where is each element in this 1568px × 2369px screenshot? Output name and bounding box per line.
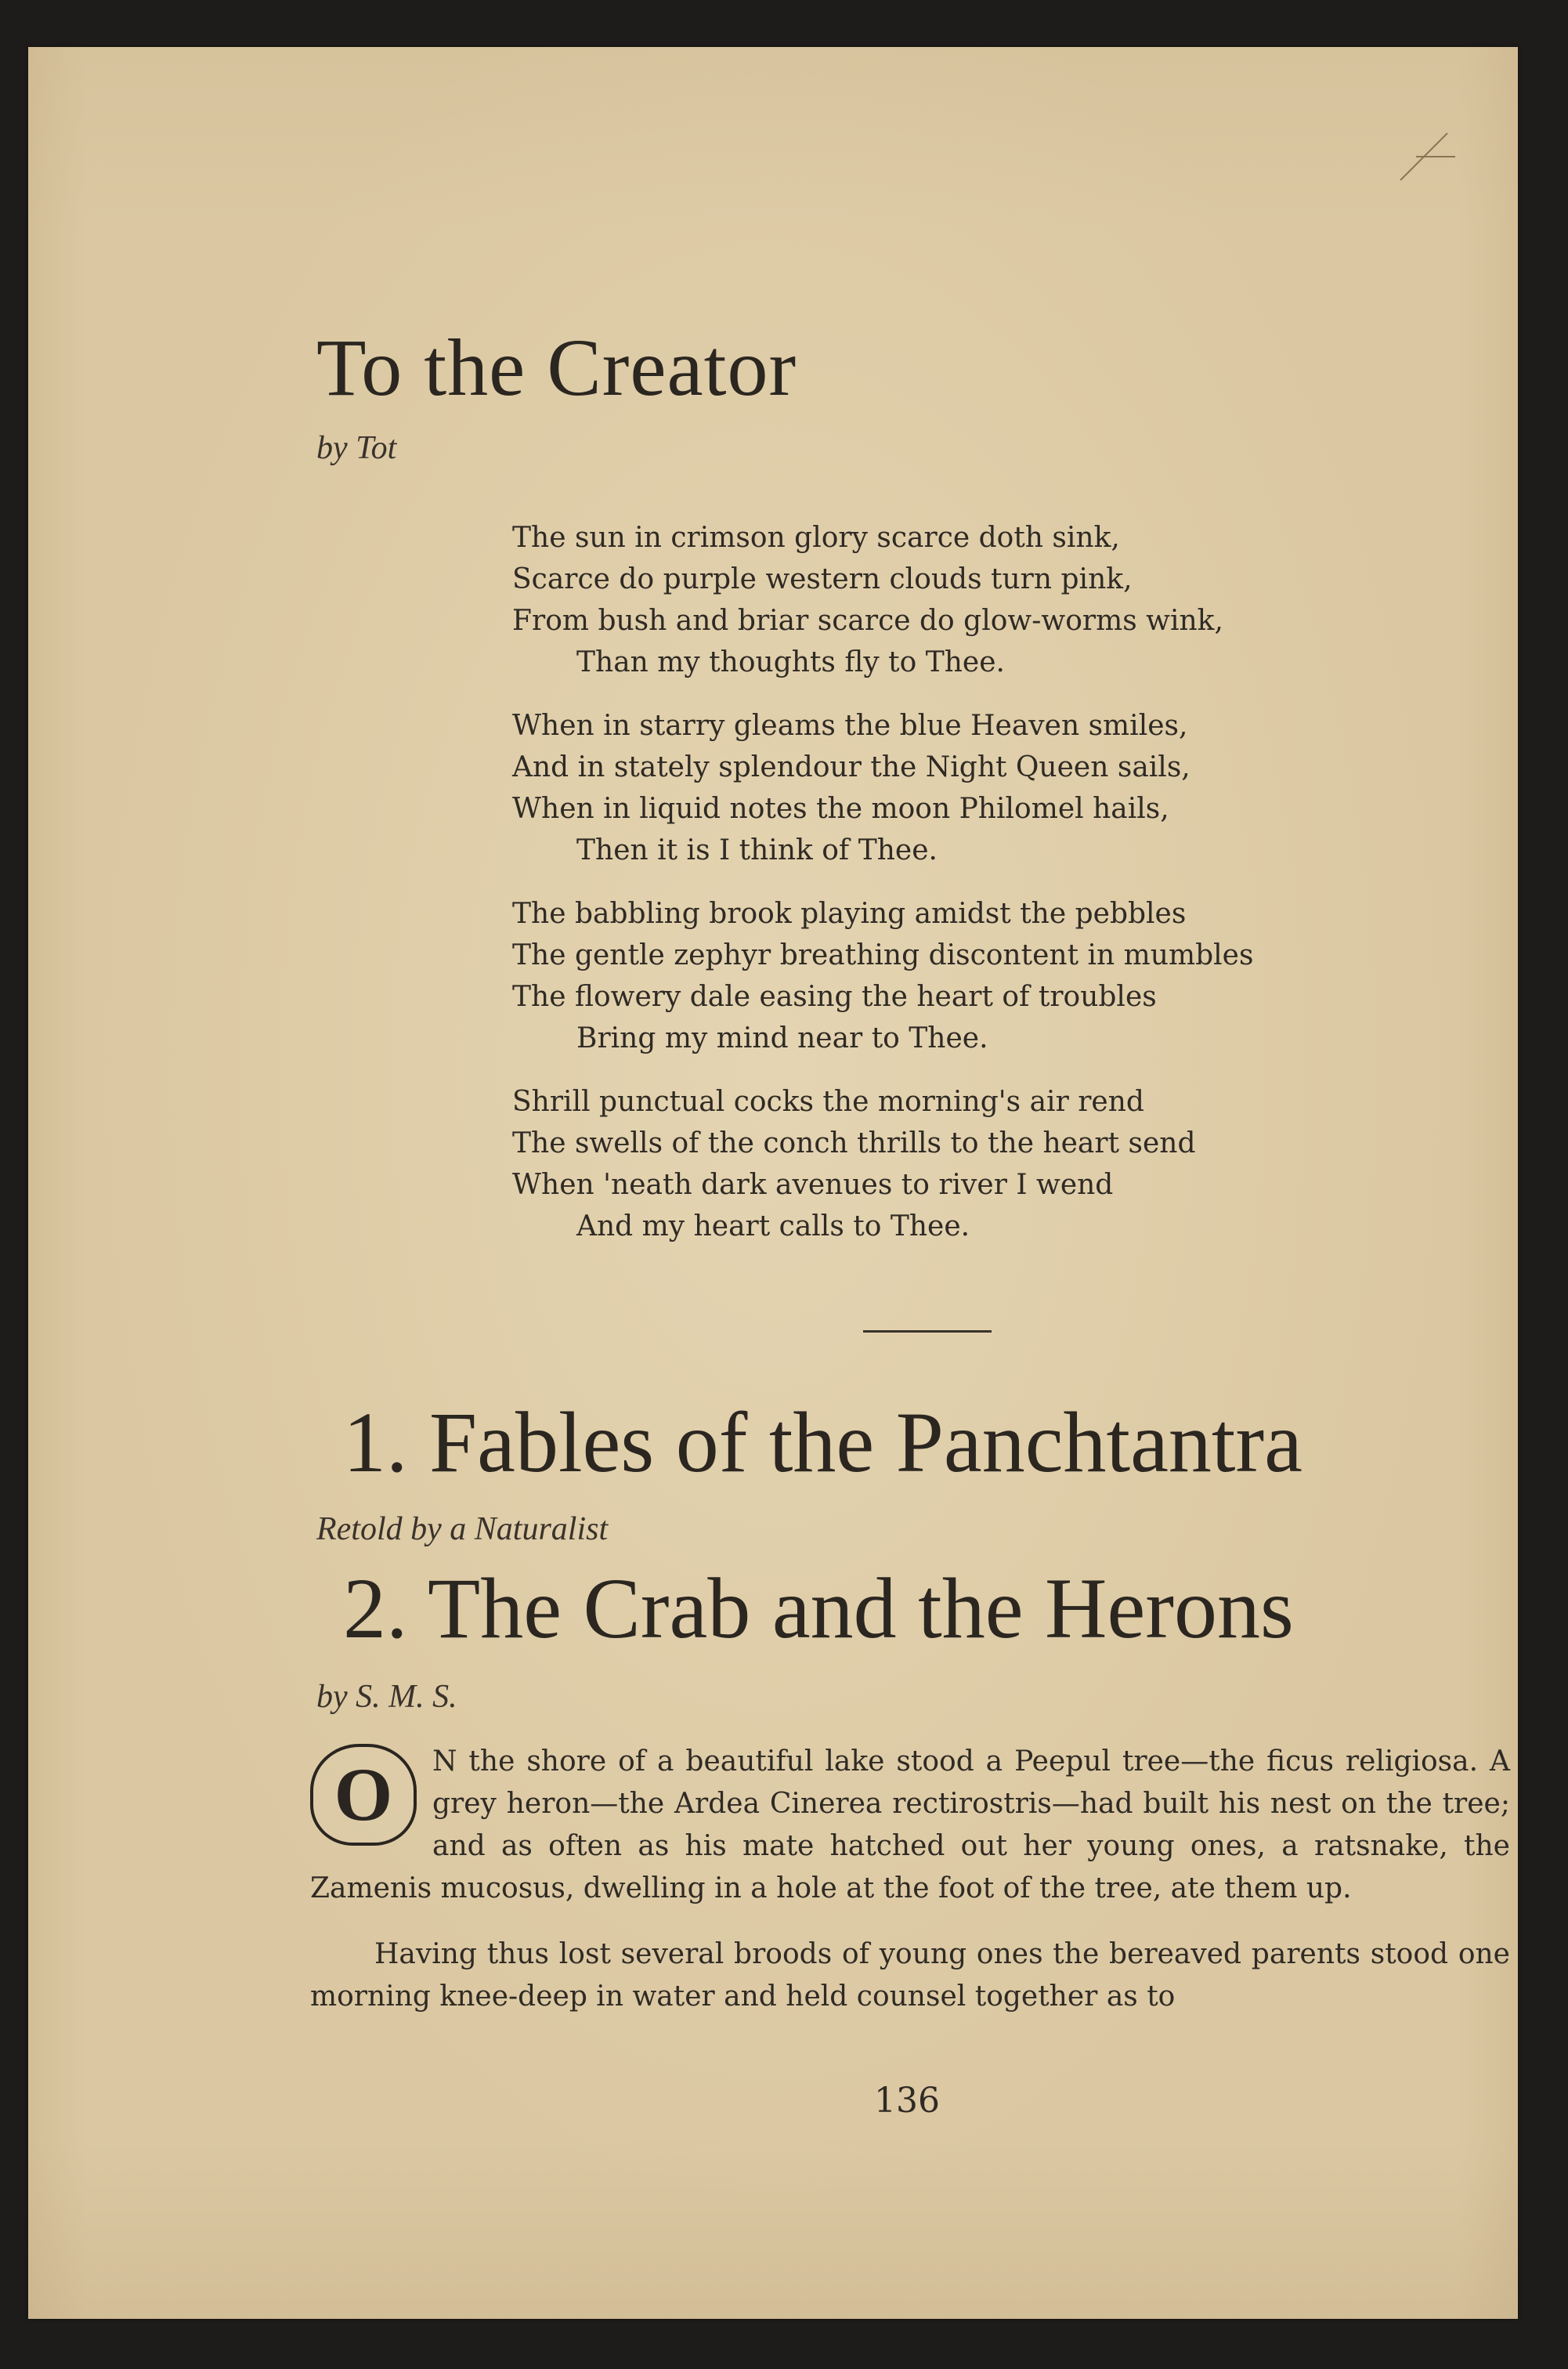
stanza-1 (512, 517, 1436, 683)
poem-line: When 'neath dark avenues to river I wend (512, 1169, 1114, 1201)
poem-refrain: And my heart calls to Thee. (576, 1210, 970, 1242)
poem-line: When in liquid notes the moon Philomel hails, (512, 793, 1169, 825)
crab-byline: by S. M. S. (316, 1679, 457, 1715)
paragraph-1-text: N the shore of a beautiful lake stood a Peepul tree—the ficus religiosa. A grey heron—the Ardea Cinerea rectirostris—had built his nest on the tree; and as often as his mate hatched out her young ones, a ratsnake, the Zamenis mucosus, dwelling in a hole at the foot of the tree, ate them up. (310, 1745, 1510, 1904)
poem-line: The sun in crimson glory scarce doth sink, (512, 522, 1120, 554)
drop-cap-letter: O (310, 1744, 417, 1846)
story-body (310, 1741, 1510, 2046)
poem-line: The gentle zephyr breathing discontent in mumbles (512, 939, 1254, 971)
poem-line: Shrill punctual cocks the morning's air rend (512, 1086, 1144, 1118)
poem-line: The swells of the conch thrills to the heart send (512, 1127, 1196, 1159)
poem-line: The flowery dale easing the heart of troubles (512, 981, 1157, 1013)
page-number: 136 (874, 2081, 940, 2121)
poem-refrain: Bring my mind near to Thee. (576, 1022, 988, 1054)
poem-line: And in stately splendour the Night Queen sails, (512, 751, 1190, 783)
story-paragraph-1 (310, 1741, 1510, 1910)
poem-line: Scarce do purple western clouds turn pink, (512, 563, 1133, 595)
story-paragraph-2: Having thus lost several broods of young ones the bereaved parents stood one morning knee-deep in water and held counsel together as to (310, 1938, 1510, 2013)
fables-byline: Retold by a Naturalist (316, 1511, 609, 1547)
poem-line: The babbling brook playing amidst the pebbles (512, 898, 1187, 930)
poem-line: When in starry gleams the blue Heaven smiles, (512, 710, 1188, 742)
stanza-2 (512, 705, 1436, 871)
fables-title: 1. Fables of the Panchtantra (343, 1394, 1302, 1490)
document-page (28, 47, 1518, 2319)
poem-byline: by Tot (316, 430, 397, 466)
crab-title: 2. The Crab and the Herons (343, 1561, 1294, 1656)
stanza-4 (512, 1081, 1436, 1247)
poem-body (512, 517, 1436, 1269)
stanza-3 (512, 893, 1436, 1059)
poem-title: To the Creator (316, 323, 797, 413)
poem-refrain: Than my thoughts fly to Thee. (576, 646, 1005, 678)
poem-line: From bush and briar scarce do glow-worms wink, (512, 605, 1223, 637)
corner-crease-mark (1393, 125, 1463, 196)
section-divider (863, 1330, 992, 1333)
poem-refrain: Then it is I think of Thee. (576, 834, 938, 866)
